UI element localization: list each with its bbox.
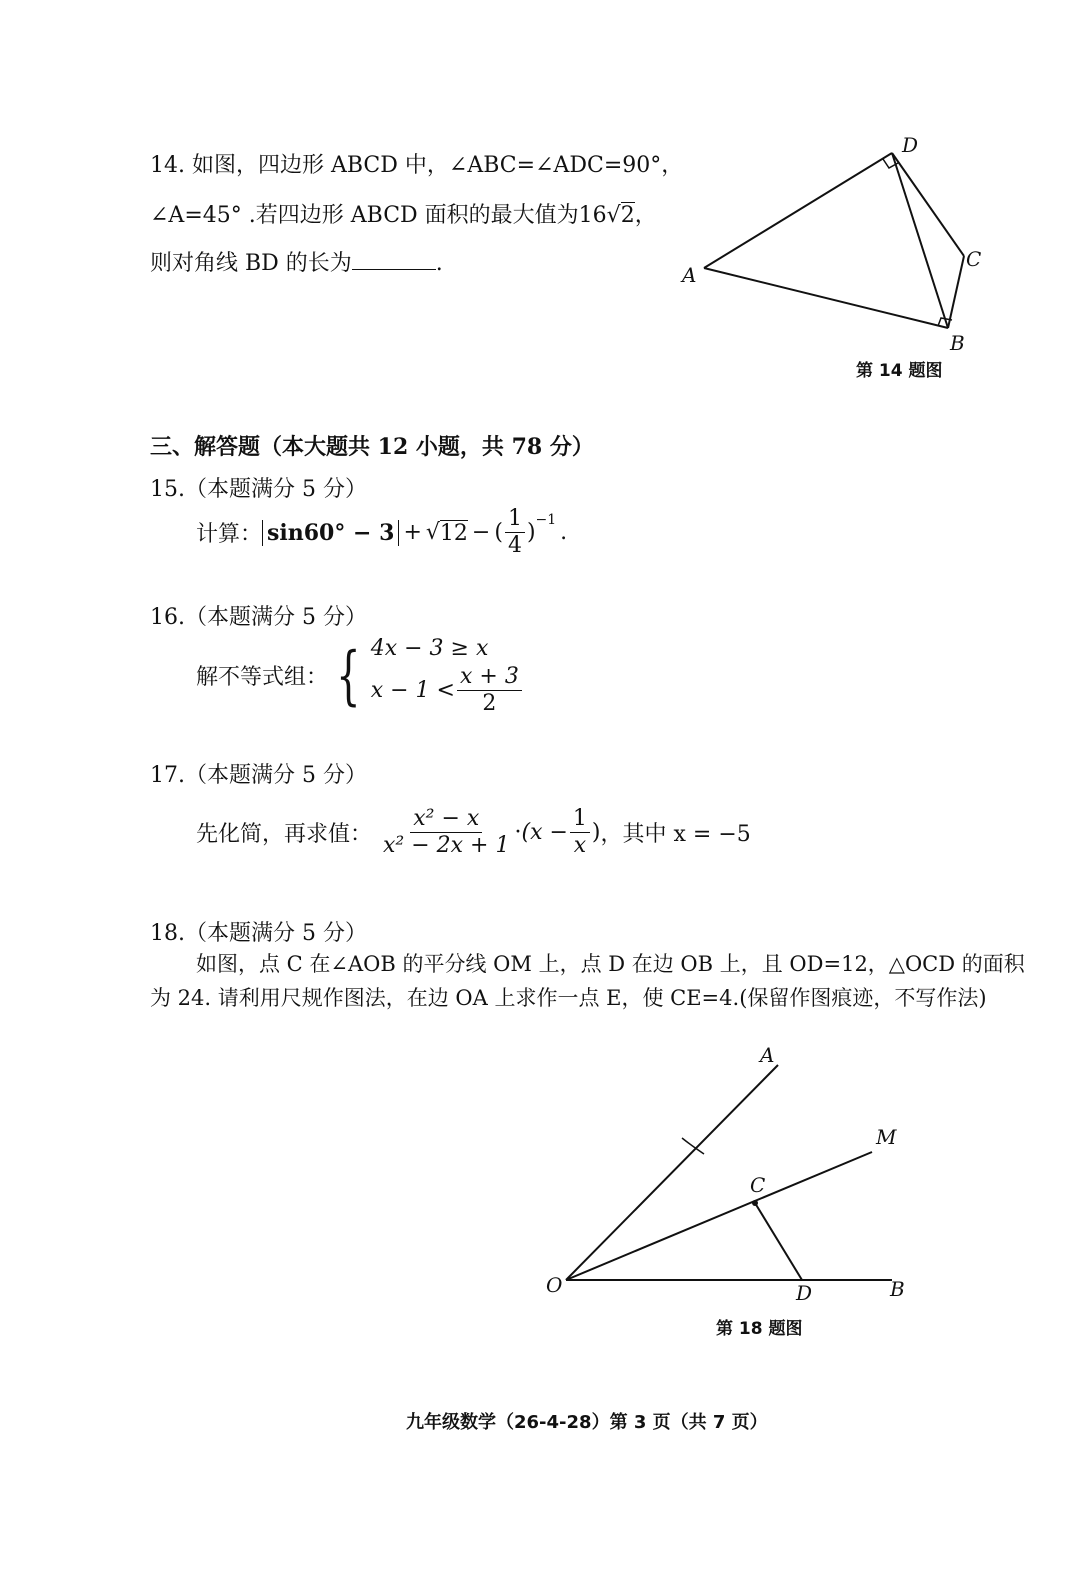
brace-icon: { <box>336 638 361 713</box>
q17-prefix: 先化简，再求值： <box>196 822 373 847</box>
inequality-1: 4x − 3 ≥ x <box>370 636 489 661</box>
ineq2-den: 2 <box>482 691 497 716</box>
ineq2-left: x − 1 < <box>370 677 455 703</box>
ray-oa <box>566 1065 778 1280</box>
label-c: C <box>966 247 982 271</box>
q17-paren-left: (x − <box>521 820 568 845</box>
sqrt-arg: 12 <box>439 520 468 546</box>
q14-line2-end: ， <box>634 203 657 228</box>
q17-suffix: ，其中 x = −5 <box>600 822 751 847</box>
q14-line3-end: . <box>435 251 443 276</box>
label-m: M <box>876 1125 897 1149</box>
q16-header: 16.（本题满分 5 分） <box>150 605 367 630</box>
section-header: 三、解答题（本大题共 12 小题，共 78 分） <box>150 434 594 460</box>
label-b: B <box>950 331 965 355</box>
minus-sign: − <box>471 520 491 545</box>
q17-fraction-2 <box>570 806 590 859</box>
fraction <box>505 506 525 559</box>
segment-cd <box>755 1203 802 1280</box>
ineq2-fraction <box>457 664 522 717</box>
label-c: C <box>750 1173 766 1197</box>
q17-fraction-1 <box>380 806 512 859</box>
edge-cb <box>948 256 964 328</box>
edge-ab <box>704 268 948 328</box>
q17-paren-right: ) <box>591 820 601 845</box>
abs-expr: sin60° − 3 <box>267 519 395 546</box>
q18-caption: 第 18 题图 <box>716 1319 803 1339</box>
q14-sqrt-arg: 2 <box>620 203 635 228</box>
inequality-2 <box>371 664 524 717</box>
q17-expression <box>196 806 751 859</box>
ineq2-num: x + 3 <box>457 664 522 691</box>
frac-den: 4 <box>507 533 522 558</box>
inequality-system <box>328 634 524 717</box>
frac-num: 1 <box>505 506 525 533</box>
q14-line3-text: 则对角线 BD 的长为 <box>150 251 352 276</box>
sqrt-symbol: √ <box>425 520 440 545</box>
plus-sign: + <box>403 520 422 545</box>
label-d: D <box>902 133 919 157</box>
q15-header: 15.（本题满分 5 分） <box>150 477 367 502</box>
q17-frac1-den: x² − 2x + 1 <box>383 833 510 858</box>
sqrt-symbol: √ <box>606 203 621 228</box>
q17-frac2-num: 1 <box>570 806 590 833</box>
q14-line2-text: ∠A=45° .若四边形 ABCD 面积的最大值为16 <box>150 203 607 228</box>
answer-blank[interactable] <box>352 247 436 270</box>
q18-line2: 为 24. 请利用尺规作图法，在边 OA 上求作一点 E，使 CE=4.(保留作图痕迹，不写作法) <box>150 986 987 1010</box>
q14-line3 <box>150 246 443 277</box>
label-b: B <box>890 1277 905 1301</box>
q14-figure <box>670 130 990 360</box>
q17-frac1-num: x² − x <box>410 806 482 833</box>
system-lines <box>371 634 524 717</box>
abs-value <box>262 520 399 546</box>
q18-header: 18.（本题满分 5 分） <box>150 921 367 946</box>
q17-dot: · <box>514 820 522 845</box>
q16-prefix: 解不等式组： <box>196 665 329 690</box>
q18-figure <box>530 1030 950 1310</box>
edge-dc <box>892 153 964 256</box>
q14-caption: 第 14 题图 <box>856 361 943 381</box>
diagonal-bd <box>892 153 948 328</box>
paren-close: ) <box>526 520 536 545</box>
q15-prefix: 计算： <box>196 522 263 547</box>
label-o: O <box>546 1273 563 1297</box>
q15-expression <box>196 506 567 559</box>
label-d: D <box>796 1281 813 1305</box>
q17-frac2-den: x <box>573 833 587 858</box>
label-a: A <box>682 263 697 287</box>
q16-system <box>196 634 524 717</box>
edge-ad <box>704 153 892 268</box>
ray-om <box>566 1152 872 1280</box>
label-a: A <box>760 1043 775 1067</box>
q14-line2 <box>150 198 657 229</box>
exponent: −1 <box>535 512 557 528</box>
q15-end: . <box>560 520 568 545</box>
q14-line1: 14. 如图，四边形 ABCD 中，∠ABC=∠ADC=90°， <box>150 153 684 178</box>
q18-line1: 如图，点 C 在∠AOB 的平分线 OM 上，点 D 在边 OB 上，且 OD=12，△OCD 的面积 <box>196 952 1025 976</box>
q17-header: 17.（本题满分 5 分） <box>150 763 367 788</box>
paren-open: ( <box>494 520 503 545</box>
page-footer: 九年级数学（26-4-28）第 3 页（共 7 页） <box>406 1412 768 1433</box>
point-c <box>752 1200 758 1206</box>
